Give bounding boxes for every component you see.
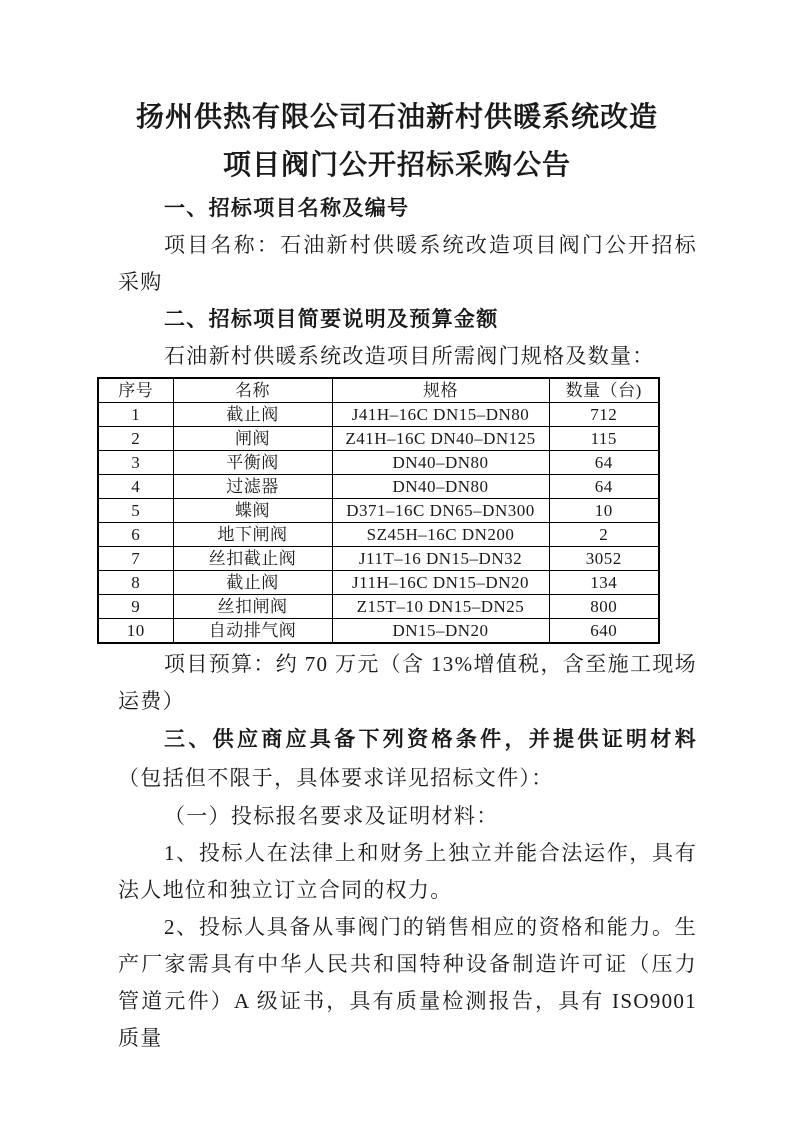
table-header-row: [98, 378, 659, 403]
table-cell: 4: [98, 475, 173, 499]
table-cell: 8: [98, 571, 173, 595]
table-cell: Z41H–16C DN40–DN125: [332, 427, 549, 451]
table-row: [98, 427, 659, 451]
table-cell: 截止阀: [173, 403, 332, 427]
table-row: [98, 595, 659, 619]
column-header-index: 序号: [98, 378, 173, 403]
table-cell: 10: [549, 499, 659, 523]
table-cell: 3: [98, 451, 173, 475]
table-cell: J41H–16C DN15–DN80: [332, 403, 549, 427]
document-title-line1: 扬州供热有限公司石油新村供暖系统改造: [135, 102, 658, 133]
table-cell: DN40–DN80: [332, 451, 549, 475]
table-cell: 丝扣闸阀: [173, 595, 332, 619]
section-1-heading: 一、招标项目名称及编号: [164, 197, 410, 220]
table-row: [98, 451, 659, 475]
table-cell: 6: [98, 523, 173, 547]
table-cell: 64: [549, 451, 659, 475]
section-2-heading: 二、招标项目简要说明及预算金额: [164, 308, 499, 331]
column-header-name: 名称: [173, 378, 332, 403]
column-header-spec: 规格: [332, 378, 549, 403]
table-cell: 蝶阀: [173, 499, 332, 523]
valve-table-body: [98, 403, 659, 644]
table-row: [98, 523, 659, 547]
table-cell: 115: [549, 427, 659, 451]
table-row: [98, 403, 659, 427]
table-cell: 平衡阀: [173, 451, 332, 475]
table-cell: D371–16C DN65–DN300: [332, 499, 549, 523]
table-cell: Z15T–10 DN15–DN25: [332, 595, 549, 619]
table-cell: 过滤器: [173, 475, 332, 499]
table-row: [98, 619, 659, 644]
table-cell: 1: [98, 403, 173, 427]
table-cell: 7: [98, 547, 173, 571]
section-3-heading-tail: （包括但不限于，具体要求详见招标文件）：: [118, 766, 554, 790]
document-title: [97, 94, 697, 190]
valve-table-header: [98, 378, 659, 403]
table-cell: 闸阀: [173, 427, 332, 451]
table-cell: 712: [549, 403, 659, 427]
table-cell: 2: [98, 427, 173, 451]
table-cell: 9: [98, 595, 173, 619]
project-name-paragraph: 项目名称：石油新村供暖系统改造项目阀门公开招标采购: [118, 233, 697, 294]
table-cell: 640: [549, 619, 659, 644]
column-header-quantity: 数量（台): [549, 378, 659, 403]
document-title-line2: 项目阀门公开招标采购公告: [222, 150, 571, 181]
table-row: [98, 547, 659, 571]
valve-table-intro: 石油新村供暖系统改造项目所需阀门规格及数量：: [164, 344, 655, 368]
table-cell: 134: [549, 571, 659, 595]
table-cell: J11T–16 DN15–DN32: [332, 547, 549, 571]
table-cell: DN15–DN20: [332, 619, 549, 644]
table-cell: 截止阀: [173, 571, 332, 595]
table-cell: 800: [549, 595, 659, 619]
table-cell: 3052: [549, 547, 659, 571]
section-3-sub-heading: （一）投标报名要求及证明材料：: [164, 804, 499, 828]
table-cell: DN40–DN80: [332, 475, 549, 499]
valve-spec-table: [97, 377, 660, 644]
table-cell: 自动排气阀: [173, 619, 332, 644]
table-cell: 64: [549, 475, 659, 499]
budget-paragraph: 项目预算：约 70 万元（含 13%增值税，含至施工现场运费）: [118, 652, 697, 713]
table-cell: 5: [98, 499, 173, 523]
table-cell: 丝扣截止阀: [173, 547, 332, 571]
table-cell: SZ45H–16C DN200: [332, 523, 549, 547]
table-row: [98, 499, 659, 523]
section-3-heading-bold: 三、供应商应具备下列资格条件，并提供证明材料: [164, 728, 697, 751]
table-cell: J11H–16C DN15–DN20: [332, 571, 549, 595]
qualification-item-2: 2、投标人具备从事阀门的销售相应的资格和能力。生产厂家需具有中华人民共和国特种设备制造许可证（压力管道元件）A 级证书，具有质量检测报告，具有 ISO9001 质量: [118, 915, 697, 1050]
section-3-heading: [118, 720, 697, 797]
table-cell: 10: [98, 619, 173, 644]
qualification-item-1: 1、投标人在法律上和财务上独立并能合法运作，具有法人地位和独立订立合同的权力。: [118, 841, 697, 902]
table-row: [98, 571, 659, 595]
table-cell: 地下闸阀: [173, 523, 332, 547]
table-row: [98, 475, 659, 499]
table-cell: 2: [549, 523, 659, 547]
